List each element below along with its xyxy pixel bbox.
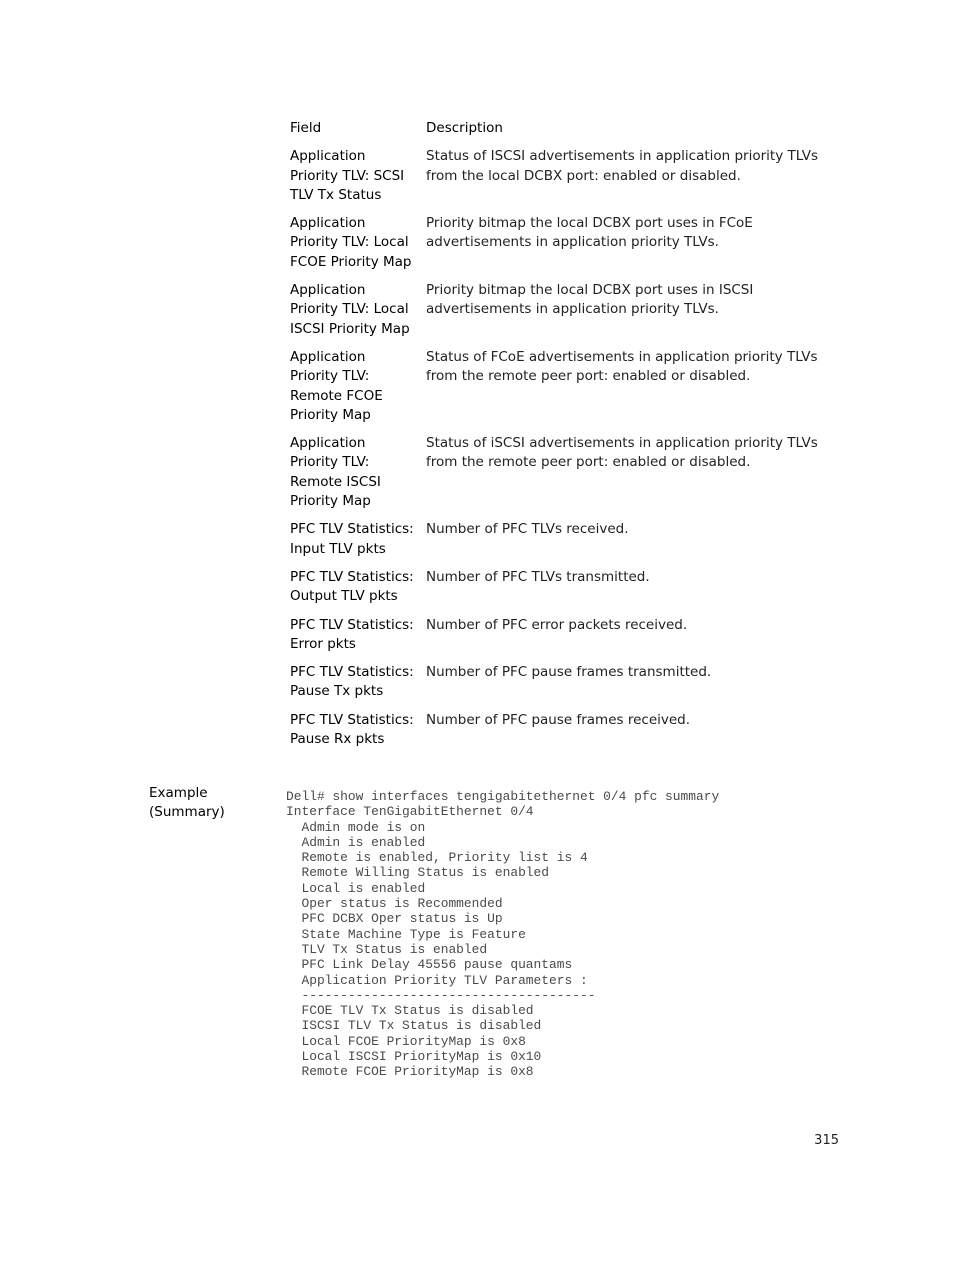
table-row <box>290 348 820 434</box>
description-cell <box>426 281 820 348</box>
description-line: Priority bitmap the local DCBX port uses in FCoE <box>426 215 753 232</box>
code-line: Interface TenGigabitEthernet 0/4 <box>286 804 534 820</box>
field-line: Priority TLV: SCSI <box>290 167 405 184</box>
table-row <box>290 568 820 616</box>
description-line: Number of PFC error packets received. <box>426 616 688 633</box>
field-line: Priority TLV: Local <box>290 234 409 251</box>
field-line: PFC TLV Statistics: <box>290 521 414 538</box>
code-line: PFC DCBX Oper status is Up <box>286 911 503 927</box>
table-row <box>290 520 820 568</box>
description-cell <box>426 434 820 520</box>
field-line: Priority TLV: <box>290 368 370 385</box>
example-code-block <box>286 789 719 1080</box>
description-line: Number of PFC pause frames transmitted. <box>426 664 712 681</box>
field-line: Output TLV pkts <box>290 588 398 605</box>
field-line: PFC TLV Statistics: <box>290 616 414 633</box>
code-line: Local is enabled <box>286 880 426 896</box>
description-cell <box>426 348 820 434</box>
code-line: Local ISCSI PriorityMap is 0x10 <box>286 1049 542 1065</box>
field-description-table <box>290 119 820 758</box>
description-line: from the local DCBX port: enabled or disabled. <box>426 167 741 184</box>
field-cell <box>290 348 426 434</box>
field-line: PFC TLV Statistics: <box>290 568 414 585</box>
code-line: TLV Tx Status is enabled <box>286 941 488 957</box>
example-label-line: (Summary) <box>149 804 225 821</box>
description-cell <box>426 147 820 214</box>
field-line: PFC TLV Statistics: <box>290 711 414 728</box>
field-line: TLV Tx Status <box>290 186 382 203</box>
field-line: Application <box>290 348 366 365</box>
field-line: Priority TLV: Local <box>290 301 409 318</box>
field-line: Remote ISCSI <box>290 473 381 490</box>
field-line: Application <box>290 148 366 165</box>
field-line: FCOE Priority Map <box>290 253 412 270</box>
description-cell <box>426 520 820 568</box>
code-line: -------------------------------------- <box>286 987 596 1003</box>
description-line: Status of ISCSI advertisements in application priority TLVs <box>426 148 819 165</box>
code-line: Admin is enabled <box>286 834 426 850</box>
header-field: Field <box>290 120 322 136</box>
field-cell <box>290 147 426 214</box>
code-line: Remote Willing Status is enabled <box>286 865 550 881</box>
field-line: Priority TLV: <box>290 454 370 471</box>
table-body <box>290 119 820 758</box>
description-line: Status of iSCSI advertisements in application priority TLVs <box>426 435 818 452</box>
field-cell <box>290 616 426 664</box>
code-line: Remote is enabled, Priority list is 4 <box>286 850 588 866</box>
field-line: ISCSI Priority Map <box>290 320 410 337</box>
code-line: Application Priority TLV Parameters : <box>286 972 588 988</box>
field-cell <box>290 520 426 568</box>
code-line: Remote FCOE PriorityMap is 0x8 <box>286 1064 534 1080</box>
field-line: Pause Rx pkts <box>290 731 385 748</box>
code-line: Admin mode is on <box>286 819 426 835</box>
field-line: Application <box>290 282 366 299</box>
table-row <box>290 711 820 759</box>
field-line: Error pkts <box>290 635 356 652</box>
field-line: Application <box>290 435 366 452</box>
field-cell <box>290 434 426 520</box>
description-line: Number of PFC pause frames received. <box>426 711 691 728</box>
field-cell <box>290 663 426 711</box>
page-number: 315 <box>814 1133 839 1148</box>
code-line: Dell# show interfaces tengigabitethernet 0/4 pfc summary <box>286 789 720 804</box>
code-line: Oper status is Recommended <box>286 896 503 912</box>
description-line: from the remote peer port: enabled or disabled. <box>426 454 751 471</box>
example-label <box>149 784 269 823</box>
table-row <box>290 434 820 520</box>
description-cell <box>426 214 820 281</box>
description-line: advertisements in application priority TLVs. <box>426 234 719 251</box>
field-cell <box>290 281 426 348</box>
code-line: ISCSI TLV Tx Status is disabled <box>286 1018 542 1034</box>
table-header-row <box>290 119 820 147</box>
field-cell <box>290 711 426 759</box>
field-line: Application <box>290 215 366 232</box>
header-description: Description <box>426 120 503 136</box>
description-cell <box>426 711 820 759</box>
field-line: Input TLV pkts <box>290 540 386 557</box>
description-cell <box>426 663 820 711</box>
table-row <box>290 214 820 281</box>
field-line: Remote FCOE <box>290 387 383 404</box>
description-cell <box>426 568 820 616</box>
table-row <box>290 147 820 214</box>
code-line: Local FCOE PriorityMap is 0x8 <box>286 1033 526 1049</box>
field-line: Pause Tx pkts <box>290 683 384 700</box>
example-label-line: Example <box>149 785 208 801</box>
table-row <box>290 616 820 664</box>
code-line: PFC Link Delay 45556 pause quantams <box>286 957 573 973</box>
description-line: Status of FCoE advertisements in application priority TLVs <box>426 348 818 365</box>
description-line: Priority bitmap the local DCBX port uses in ISCSI <box>426 282 754 299</box>
field-cell <box>290 214 426 281</box>
code-line: FCOE TLV Tx Status is disabled <box>286 1003 534 1019</box>
description-line: advertisements in application priority TLVs. <box>426 301 719 318</box>
field-cell <box>290 568 426 616</box>
description-line: from the remote peer port: enabled or disabled. <box>426 368 751 385</box>
field-line: Priority Map <box>290 406 371 423</box>
field-line: PFC TLV Statistics: <box>290 664 414 681</box>
description-line: Number of PFC TLVs received. <box>426 521 629 538</box>
table-row <box>290 281 820 348</box>
code-line: State Machine Type is Feature <box>286 926 526 942</box>
description-cell <box>426 616 820 664</box>
field-line: Priority Map <box>290 493 371 510</box>
table-row <box>290 663 820 711</box>
description-line: Number of PFC TLVs transmitted. <box>426 568 650 585</box>
